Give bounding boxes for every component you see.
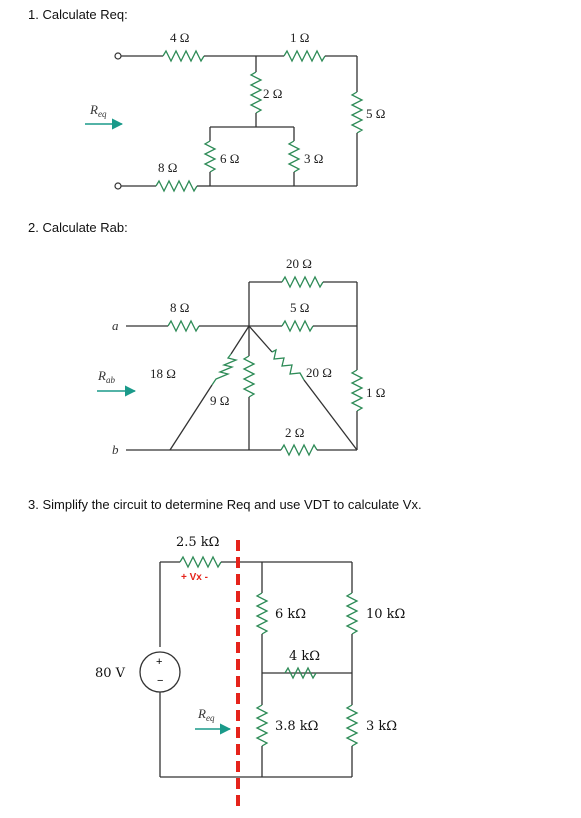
label-20ohm-top: 20 Ω [286, 256, 312, 271]
label-20ohm-diag: 20 Ω [306, 365, 332, 380]
resistor-18ohm [212, 354, 236, 385]
label-5ohm: 5 Ω [366, 106, 386, 121]
label-6k: 6 kΩ [275, 607, 307, 622]
label-3ohm: 3 Ω [304, 151, 324, 166]
resistor-20ohm-diag [272, 350, 304, 380]
circuit-2 [97, 256, 385, 457]
source-plus: + [156, 656, 163, 668]
label-2ohm: 2 Ω [263, 86, 283, 101]
label-5ohm-ab: 5 Ω [290, 300, 310, 315]
label-2ohm-ab: 2 Ω [285, 425, 305, 440]
circuit-3 [95, 535, 405, 812]
resistor-5ohm [352, 92, 362, 133]
resistor-4ohm [163, 51, 204, 61]
resistor-9ohm [244, 356, 254, 397]
source-label: 80 V [95, 666, 126, 681]
label-1ohm: 1 Ω [290, 30, 310, 45]
resistor-1ohm [284, 51, 325, 61]
label-3p8k: 3.8 kΩ [275, 719, 319, 734]
question-3-title: 3. Simplify the circuit to determine Req and use VDT to calculate Vx. [28, 497, 422, 512]
source-minus: − [157, 675, 164, 687]
resistor-3ohm [289, 141, 299, 172]
resistor-5ohm-ab [282, 321, 313, 331]
label-1ohm-ab: 1 Ω [366, 385, 386, 400]
terminal-b-label: b [112, 442, 119, 457]
resistor-6ohm [205, 141, 215, 172]
resistor-1ohm-ab [352, 370, 362, 411]
resistor-2p5k [180, 557, 221, 567]
label-4k: 4 kΩ [289, 649, 321, 664]
label-3k: 3 kΩ [366, 719, 398, 734]
resistor-3k [347, 705, 357, 746]
label-2p5k: 2.5 kΩ [176, 535, 220, 550]
resistor-8ohm [156, 181, 197, 191]
label-8ohm: 8 Ω [158, 160, 178, 175]
req-label-1: $R_{eq}$ [90, 102, 107, 119]
label-8ohm-ab: 8 Ω [170, 300, 190, 315]
circuit-1 [85, 30, 385, 191]
rab-label: $R_{ab}$ [98, 368, 115, 385]
question-1-title: 1. Calculate Req: [28, 7, 128, 22]
label-10k: 10 kΩ [366, 607, 406, 622]
resistor-3p8k [257, 705, 267, 746]
label-6ohm: 6 Ω [220, 151, 240, 166]
resistor-10k [347, 593, 357, 634]
label-4ohm: 4 Ω [170, 30, 190, 45]
vx-label: + Vx - [181, 572, 208, 583]
label-9ohm: 9 Ω [210, 393, 230, 408]
question-2-title: 2. Calculate Rab: [28, 220, 128, 235]
terminal-a-label: a [112, 318, 119, 333]
resistor-20ohm-top [282, 277, 323, 287]
label-18ohm: 18 Ω [150, 366, 176, 381]
resistor-2ohm [251, 72, 261, 113]
resistor-2ohm-ab [281, 445, 317, 455]
req-label-3: $R_{eq}$ [198, 706, 215, 723]
terminal-bottom [115, 183, 121, 189]
terminal-top [115, 53, 121, 59]
resistor-6k [257, 593, 267, 634]
resistor-8ohm-ab [168, 321, 199, 331]
